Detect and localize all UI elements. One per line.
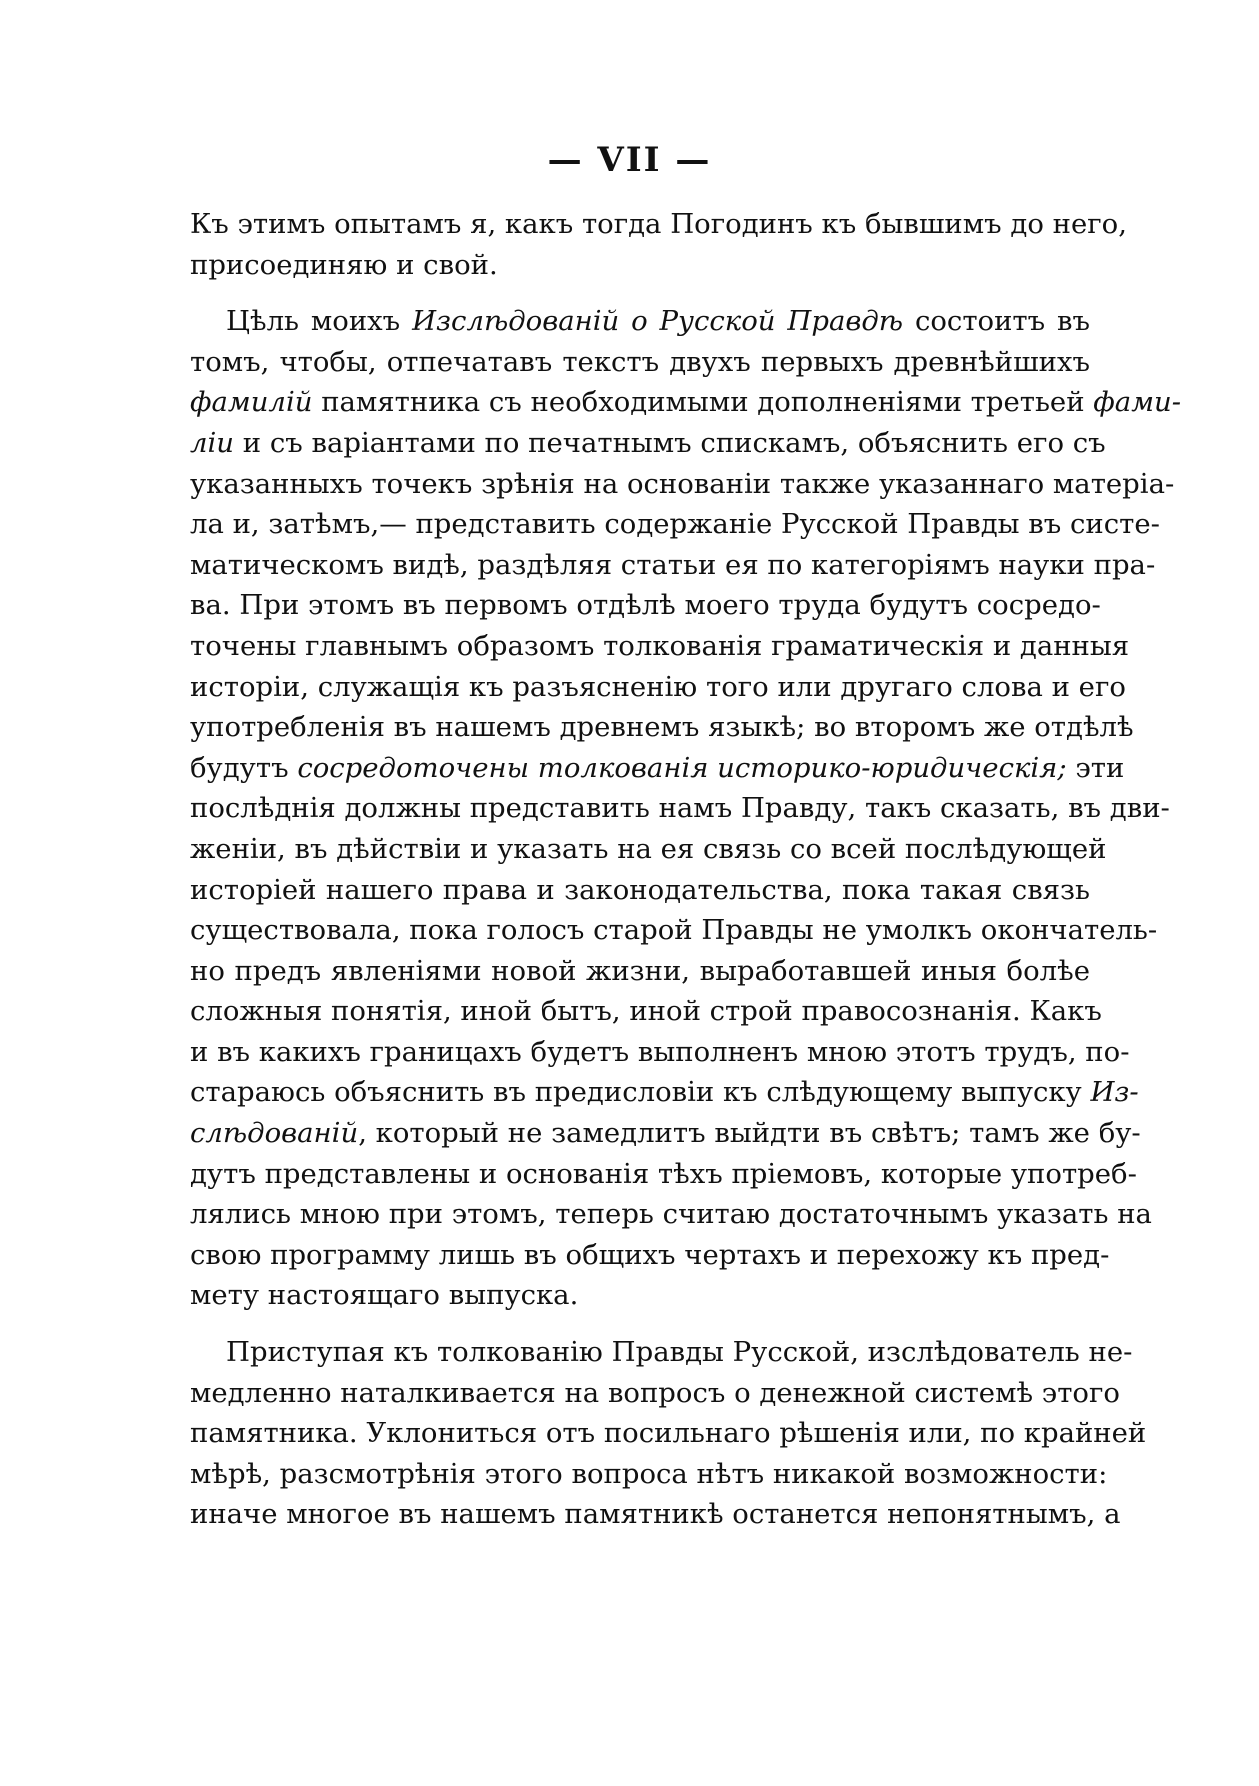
text-run: памятника съ необходимыми дополненіями третьей (312, 386, 1094, 419)
italic-run: сосредоточены толкованія историко-юридическія; (297, 751, 1067, 784)
text-run: медленно наталкивается на вопросъ о денежной системѣ этого (190, 1376, 1120, 1409)
text-line (190, 1235, 1110, 1276)
text-line (190, 626, 1130, 667)
text-line (190, 1194, 1152, 1235)
text-line (190, 991, 1102, 1032)
text-line (190, 1373, 1120, 1414)
text-line (190, 545, 1156, 586)
page-number: — VII — (547, 140, 712, 180)
text-line: Къ этимъ опытамъ я, какъ тогда Погодинъ къ бывшимъ до него, (190, 208, 1127, 240)
text-line (190, 382, 1182, 423)
text-line (190, 748, 1125, 789)
text-run: женіи, въ дѣйствіи и указать на ея связь со всей послѣдующей (190, 832, 1107, 865)
text-line (190, 667, 1126, 708)
text-run: мету настоящаго выпуска. (190, 1279, 579, 1312)
text-run: иначе многое въ нашемъ памятникѣ останется непонятнымъ, а (190, 1498, 1121, 1531)
text-run: свою программу лишь въ общихъ чертахъ и перехожу къ пред- (190, 1238, 1110, 1271)
text-line (190, 423, 1106, 464)
text-run: ва. При этомъ въ первомъ отдѣлѣ моего труда будутъ сосредо- (190, 589, 1101, 622)
text-run: , который не замедлитъ выйдти въ свѣтъ; тамъ же бу- (358, 1117, 1141, 1150)
text-run: мѣрѣ, разсмотрѣнія этого вопроса нѣтъ никакой возможности: (190, 1457, 1108, 1490)
italic-run: Изслѣдованій о Русской Правдѣ (412, 305, 904, 338)
text-run: дутъ представлены и основанія тѣхъ пріемовъ, которые употреб- (190, 1157, 1137, 1190)
italic-run: ліи (190, 426, 235, 459)
text-run: послѣднія должны представить намъ Правду, такъ сказать, въ дви- (190, 792, 1170, 825)
text-run: сложныя понятія, иной бытъ, иной строй правосознанія. Какъ (190, 995, 1102, 1028)
text-run: исторіи, служащія къ разъясненію того или другаго слова и его (190, 670, 1126, 703)
text-line (190, 585, 1101, 626)
text-run: Приступая къ толкованію Правды Русской, изслѣдователь не- (226, 1336, 1133, 1369)
text-run: исторіей нашего права и законодательства, пока такая связь (190, 873, 1090, 906)
text-line (190, 1072, 1139, 1113)
italic-run: фами- (1093, 386, 1182, 419)
text-run: и съ варіантами по печатнымъ спискамъ, объяснить его съ (234, 426, 1106, 459)
text-line (190, 1494, 1121, 1535)
text-run: матическомъ видѣ, раздѣляя статьи ея по категоріямъ науки пра- (190, 548, 1156, 581)
paragraph-gap (190, 285, 1090, 301)
text-line (190, 1032, 1130, 1073)
text-line (190, 910, 1158, 951)
text-line (190, 1275, 1090, 1316)
text-line (190, 504, 1160, 545)
text-line (190, 788, 1170, 829)
italic-run: фамилій (190, 386, 313, 419)
text-line (190, 951, 1090, 992)
body-text (190, 204, 1182, 1535)
text-run: ла и, затѣмъ,— представить содержаніе Русской Правды въ систе- (190, 508, 1160, 541)
italic-run: слѣдованій (190, 1117, 359, 1150)
text-run: памятника. Уклониться отъ посильнаго рѣшенія или, по крайней (190, 1417, 1147, 1450)
text-line (190, 1454, 1108, 1495)
text-run: употребленія въ нашемъ древнемъ языкѣ; во второмъ же отдѣлѣ (190, 711, 1134, 744)
text-line (190, 829, 1107, 870)
text-run: но предъ явленіями новой жизни, выработавшей иныя болѣе (190, 954, 1090, 987)
text-run: и въ какихъ границахъ будетъ выполненъ мною этотъ трудъ, по- (190, 1035, 1130, 1068)
text-run: существовала, пока голосъ старой Правды не умолкъ окончатель- (190, 914, 1158, 947)
italic-run: Из- (1090, 1076, 1139, 1109)
text-run: томъ, чтобы, отпечатавъ текстъ двухъ первыхъ древнѣйшихъ (190, 345, 1090, 378)
paragraph-gap (190, 1316, 1090, 1332)
text-run: стараюсь объяснить въ предисловіи къ слѣдующему выпуску (190, 1076, 1091, 1109)
text-run: точены главнымъ образомъ толкованія граматическія и данныя (190, 629, 1130, 662)
text-line (190, 707, 1134, 748)
text-run: указанныхъ точекъ зрѣнія на основаніи также указаннаго матеріа- (190, 467, 1175, 500)
text-run: эти (1066, 751, 1125, 784)
text-line (190, 464, 1175, 505)
text-line (190, 1413, 1147, 1454)
text-line: присоединяю и свой. (190, 248, 498, 281)
text-line (190, 301, 1090, 342)
text-run: состоитъ въ (903, 305, 1090, 338)
text-line (190, 1113, 1141, 1154)
text-line (190, 1332, 1133, 1373)
text-run: лялись мною при этомъ, теперь считаю достаточнымъ указать на (190, 1198, 1152, 1231)
text-line (190, 342, 1090, 383)
text-line (190, 870, 1090, 911)
text-run: будутъ (190, 751, 298, 784)
text-line (190, 1154, 1137, 1195)
text-run: Цѣль моихъ (226, 305, 413, 338)
